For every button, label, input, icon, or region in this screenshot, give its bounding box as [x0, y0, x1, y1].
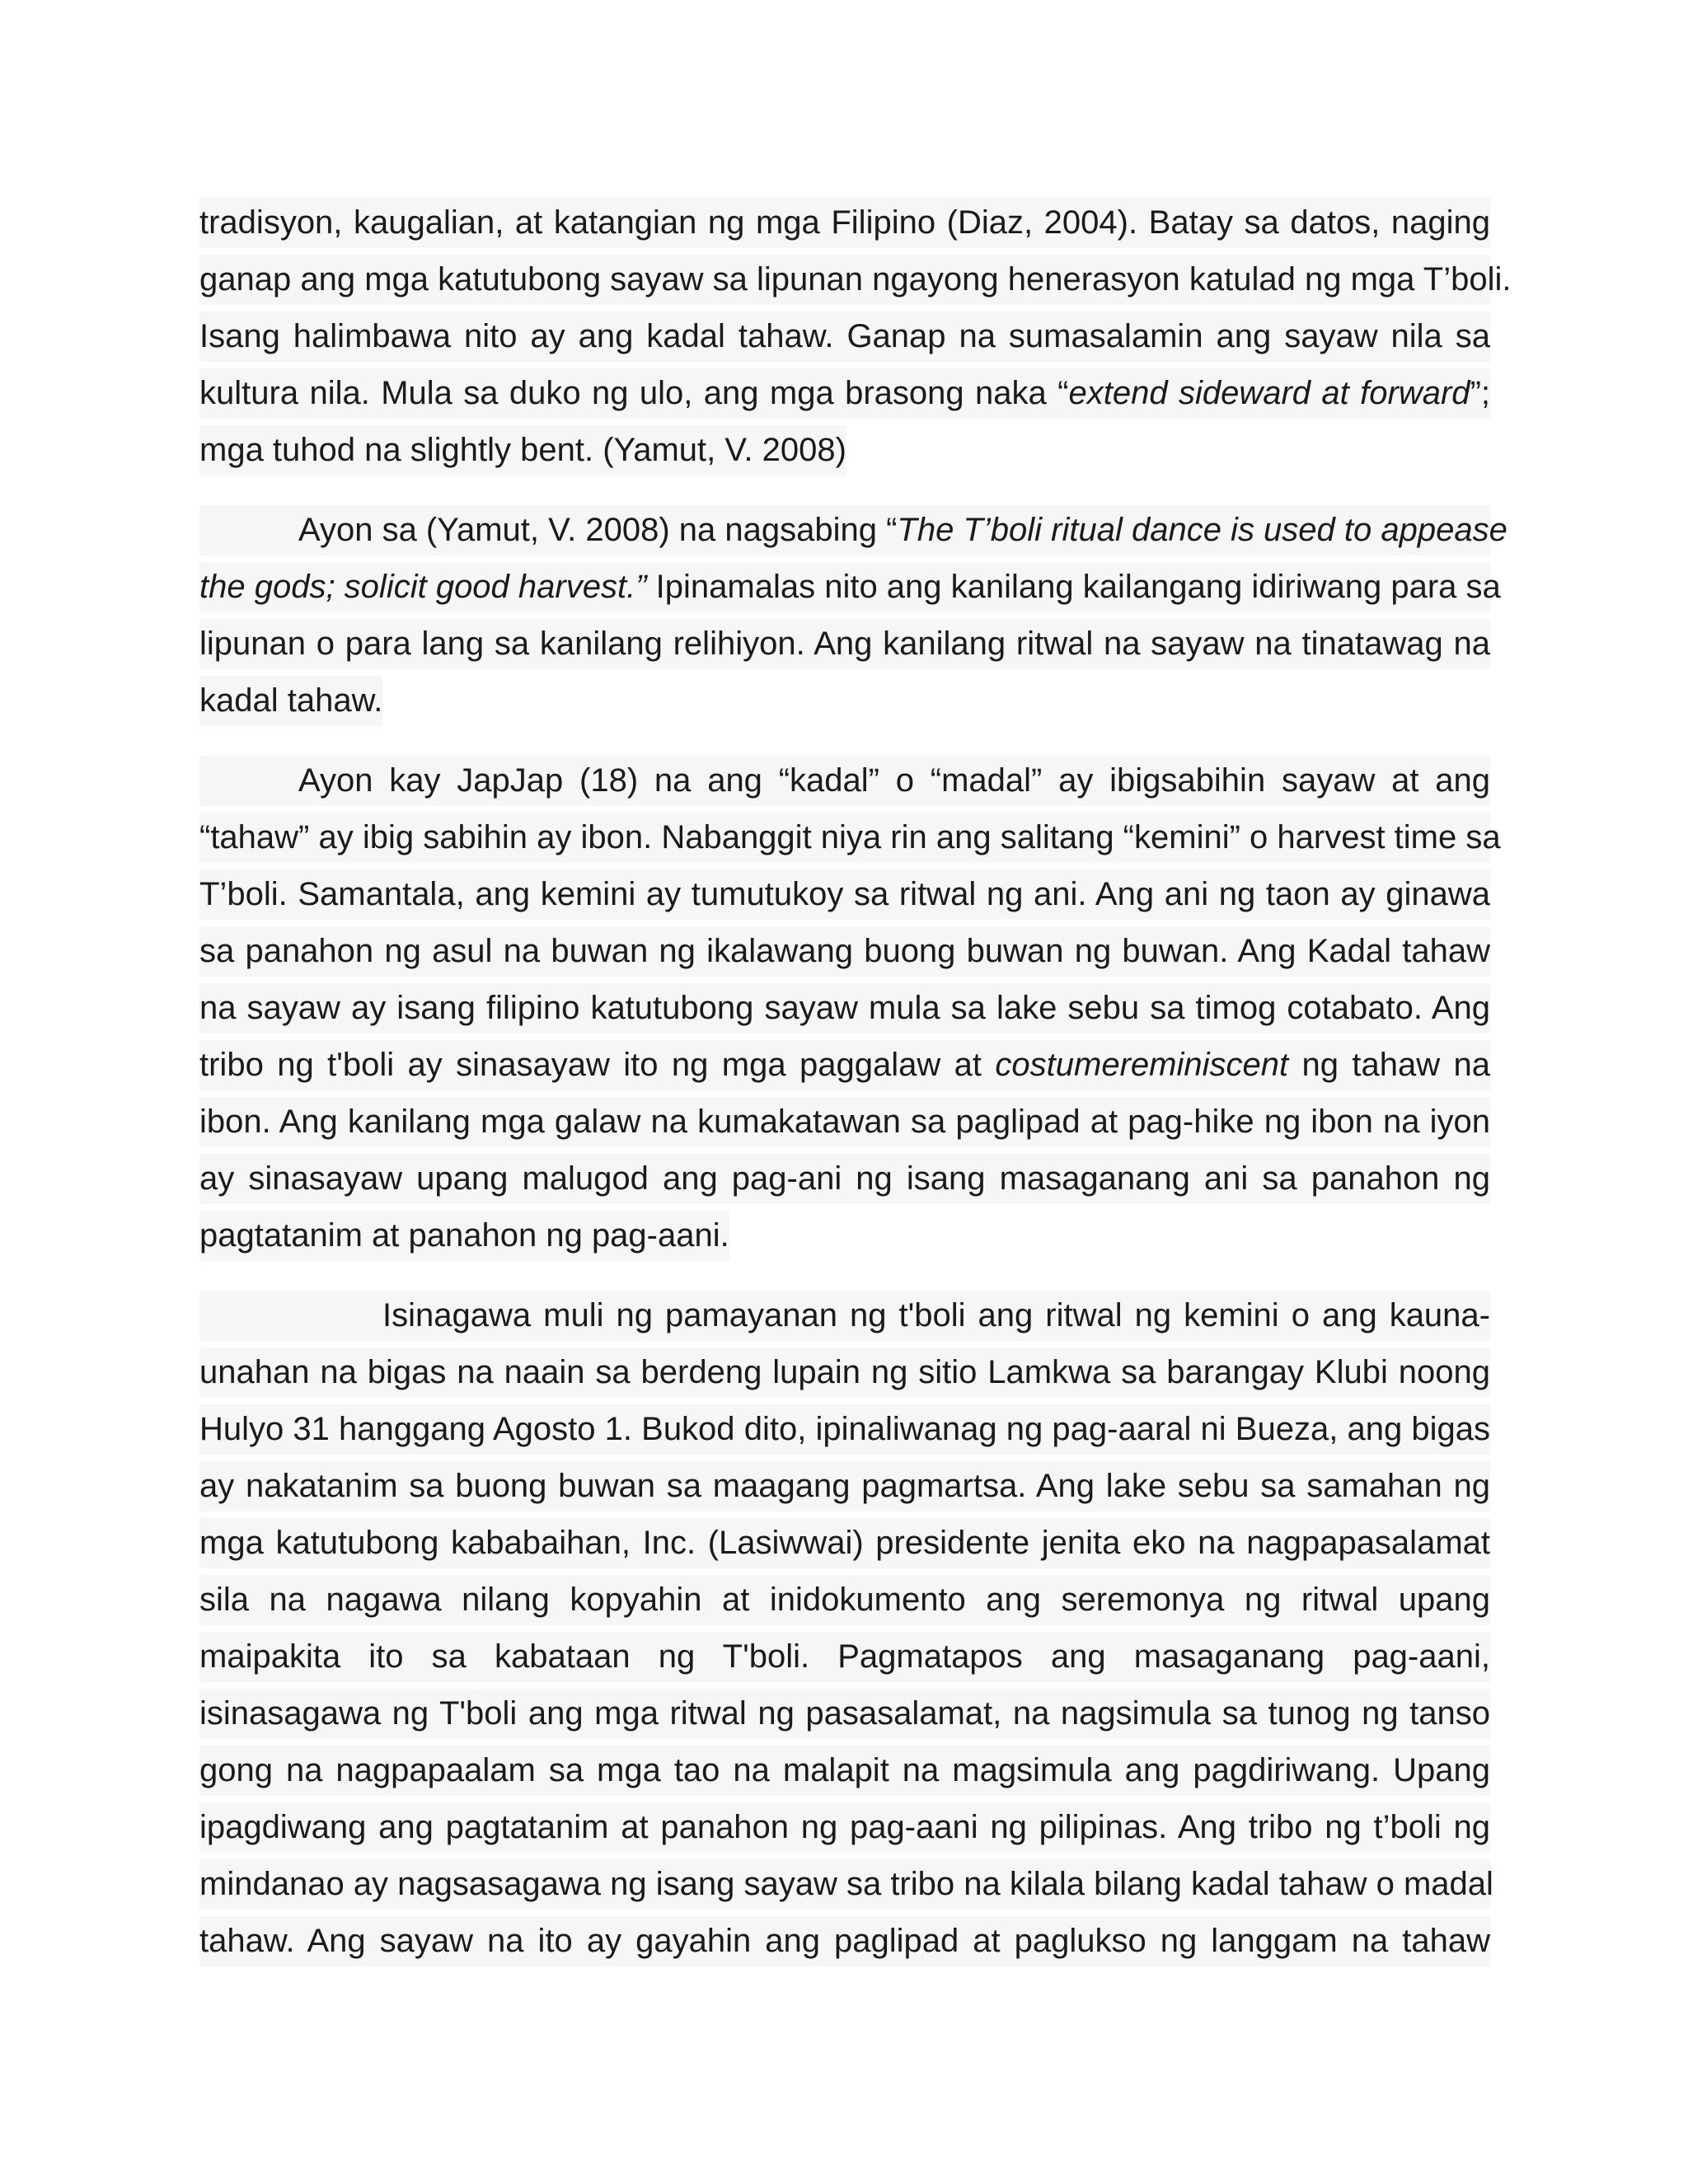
text-line: [199, 1572, 1490, 1629]
text-run: sa panahon ng asul na buwan ng ikalawang buong buwan ng buwan. Ang Kadal tahaw: [199, 933, 1490, 969]
body-text: [199, 194, 1512, 1993]
text-line: [199, 980, 1490, 1037]
italic-text: extend sideward at forward: [1068, 375, 1470, 411]
text-line: [199, 616, 1490, 673]
text-run: mga katutubong kababaihan, Inc. (Lasiwwai) presidente jenita eko na nagpapasalamat: [199, 1525, 1490, 1561]
text-run: tahaw. Ang sayaw na ito ay gayahin ang paglipad at paglukso ng langgam na tahaw: [199, 1923, 1490, 1959]
text-run: mindanao ay nagsasagawa ng isang sayaw sa tribo na kilala bilang kadal tahaw o madal: [199, 1866, 1493, 1902]
text-line: [199, 422, 846, 479]
italic-text: the gods; solicit good harvest.”: [199, 569, 647, 605]
text-line: [199, 1037, 1490, 1094]
text-line: [199, 1151, 1490, 1207]
text-line: [199, 866, 1490, 923]
text-line: [199, 809, 1501, 866]
text-line: [199, 308, 1490, 365]
text-line: [199, 1515, 1490, 1572]
text-line: [199, 1401, 1490, 1458]
text-run: ibon. Ang kanilang mga galaw na kumakatawan sa paglipad at pag-hike ng ibon na iyon: [199, 1104, 1490, 1140]
text-line: [199, 1287, 1490, 1344]
text-run: ganap ang mga katutubong sayaw sa lipunan ngayong henerasyon katulad ng mga T’boli.: [199, 261, 1512, 298]
text-run: “tahaw” ay ibig sabihin ay ibon. Nabanggit niya rin ang salitang “kemini” o harvest time sa: [199, 819, 1501, 855]
text-line: [199, 1207, 729, 1264]
paragraph: [199, 194, 1512, 479]
text-line: [199, 1742, 1490, 1799]
text-run: unahan na bigas na naain sa berdeng lupain ng sitio Lamkwa sa barangay Klubi noong: [199, 1354, 1490, 1390]
text-run: mga tuhod na slightly bent. (Yamut, V. 2008): [199, 432, 846, 468]
text-run: ipagdiwang ang pagtatanim at panahon ng pag-aani ng pilipinas. Ang tribo ng t’boli ng: [199, 1809, 1490, 1845]
text-run: pagtatanim at panahon ng pag-aani.: [199, 1217, 729, 1254]
text-run: na sayaw ay isang filipino katutubong sayaw mula sa lake sebu sa timog cotabato. Ang: [199, 990, 1490, 1026]
text-line: [199, 752, 1490, 809]
text-run: ay nakatanim sa buong buwan sa maagang pagmartsa. Ang lake sebu sa samahan ng: [199, 1468, 1490, 1504]
italic-text: costumereminiscent: [995, 1047, 1289, 1083]
text-run: Hulyo 31 hanggang Agosto 1. Bukod dito, ipinaliwanag ng pag-aaral ni Bueza, ang bigas: [199, 1411, 1490, 1447]
paragraph: [199, 502, 1507, 729]
paragraph: [199, 1287, 1493, 1970]
text-line: [199, 923, 1490, 980]
text-run: tradisyon, kaugalian, at katangian ng mga Filipino (Diaz, 2004). Batay sa datos, naging: [199, 204, 1490, 241]
text-run: kadal tahaw.: [199, 682, 383, 719]
text-run: lipunan o para lang sa kanilang relihiyon. Ang kanilang ritwal na sayaw na tinatawag na: [199, 626, 1490, 662]
text-line: [199, 194, 1490, 251]
text-line: [199, 1799, 1490, 1856]
text-line: [199, 1856, 1493, 1913]
text-line: [199, 251, 1512, 308]
text-line: [199, 1629, 1490, 1685]
text-run: maipakita ito sa kabataan ng T'boli. Pagmatapos ang masaganang pag-aani,: [199, 1638, 1490, 1675]
text-run: kultura nila. Mula sa duko ng ulo, ang mga brasong naka “: [199, 375, 1069, 411]
text-run: isinasagawa ng T'boli ang mga ritwal ng pasasalamat, na nagsimula sa tunog ng tanso: [199, 1695, 1490, 1732]
text-run: Isinagawa muli ng pamayanan ng t'boli ang ritwal ng kemini o ang kauna-: [382, 1297, 1490, 1333]
text-run: tribo ng t'boli ay sinasayaw ito ng mga paggalaw at: [199, 1047, 996, 1083]
text-run: ng tahaw na: [1288, 1047, 1490, 1083]
text-line: [199, 559, 1501, 616]
text-run: sila na nagawa nilang kopyahin at inidokumento ang seremonya ng ritwal upang: [199, 1582, 1490, 1618]
text-run: Ayon kay JapJap (18) na ang “kadal” o “madal” ay ibigsabihin sayaw at ang: [298, 762, 1490, 799]
text-line: [199, 1913, 1490, 1970]
italic-text: The T’boli ritual dance is used to appease: [897, 512, 1507, 548]
text-run: Isang halimbawa nito ay ang kadal tahaw. Ganap na sumasalamin ang sayaw nila sa: [199, 318, 1490, 354]
text-run: Ayon sa (Yamut, V. 2008) na nagsabing “: [298, 512, 898, 548]
text-line: [199, 1344, 1490, 1401]
text-line: [199, 673, 382, 729]
paragraph: [199, 752, 1501, 1264]
text-line: [199, 502, 1507, 559]
text-run: ”;: [1470, 375, 1490, 411]
text-line: [199, 1458, 1490, 1515]
text-run: ay sinasayaw upang malugod ang pag-ani ng isang masaganang ani sa panahon ng: [199, 1160, 1490, 1197]
text-run: T’boli. Samantala, ang kemini ay tumutukoy sa ritwal ng ani. Ang ani ng taon ay ginawa: [199, 876, 1490, 912]
text-run: gong na nagpapaalam sa mga tao na malapit na magsimula ang pagdiriwang. Upang: [199, 1752, 1490, 1788]
text-line: [199, 365, 1490, 422]
text-run: Ipinamalas nito ang kanilang kailangang idiriwang para sa: [646, 569, 1501, 605]
text-line: [199, 1094, 1490, 1151]
text-line: [199, 1685, 1490, 1742]
